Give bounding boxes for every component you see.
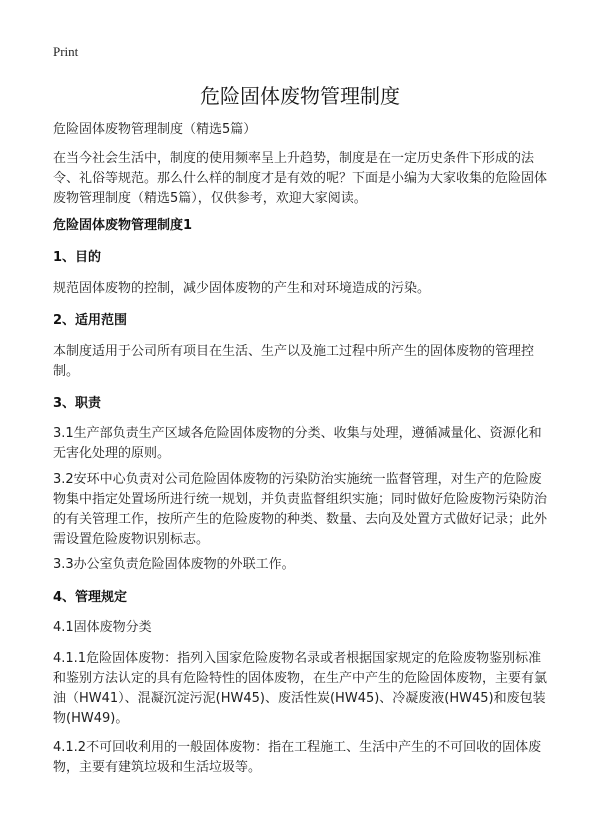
- section-title: 危险固体废物管理制度1: [53, 218, 193, 233]
- print-label: Print: [53, 44, 79, 59]
- paragraph-duty-3-3: 3.3办公室负责危险固体废物的外联工作。: [53, 557, 295, 572]
- heading-duties: 3、职责: [53, 396, 102, 411]
- heading-scope: 2、适用范围: [53, 313, 128, 328]
- document-subtitle: 危险固体废物管理制度（精选5篇）: [53, 122, 257, 137]
- heading-rules: 4、管理规定: [53, 590, 128, 605]
- page-title: 危险固体废物管理制度: [200, 84, 400, 108]
- paragraph-rule-4-1: 4.1固体废物分类: [53, 620, 152, 635]
- paragraph-rule-4-1-2: 4.1.2不可回收利用的一般固体废物：指在工程施工、生活中产生的不可回收的固体废物，主要有建筑垃圾和生活垃圾等。: [53, 740, 542, 775]
- paragraph-scope: 本制度适用于公司所有项目在生活、生产以及施工过程中所产生的固体废物的管理控制。: [53, 344, 535, 379]
- paragraph-duty-3-2: 3.2安环中心负责对公司危险固体废物的污染防治实施统一监督管理，对生产的危险废物集中指定处置场所进行统一规划，并负责监督组织实施；同时做好危险废物污染防治的有关管理工作，按所产生的危险废物的种类、数量、去向及处置方式做好记录；此外需设置危险废物识别标志。: [53, 472, 548, 547]
- paragraph-purpose: 规范固体废物的控制，减少固体废物的产生和对环境造成的污染。: [53, 281, 431, 296]
- heading-purpose: 1、目的: [53, 250, 102, 265]
- intro-paragraph: 在当今社会生活中，制度的使用频率呈上升趋势，制度是在一定历史条件下形成的法令、礼俗等规范。那么什么样的制度才是有效的呢？下面是小编为大家收集的危险固体废物管理制度（精选5篇），仅供参考，欢迎大家阅读。: [53, 151, 548, 206]
- paragraph-duty-3-1: 3.1生产部负责生产区域各危险固体废物的分类、收集与处理，遵循减量化、资源化和无害化处理的原则。: [53, 426, 542, 461]
- paragraph-rule-4-1-1: 4.1.1危险固体废物：指列入国家危险废物名录或者根据国家规定的危险废物鉴别标准和鉴别方法认定的具有危险特性的固体废物，在生产中产生的危险固体废物，主要有氯油（HW41）、混凝沉淀污泥(HW45)、废活性炭(HW45)、冷凝废液(HW45)和废包装物(HW49)。: [53, 651, 548, 726]
